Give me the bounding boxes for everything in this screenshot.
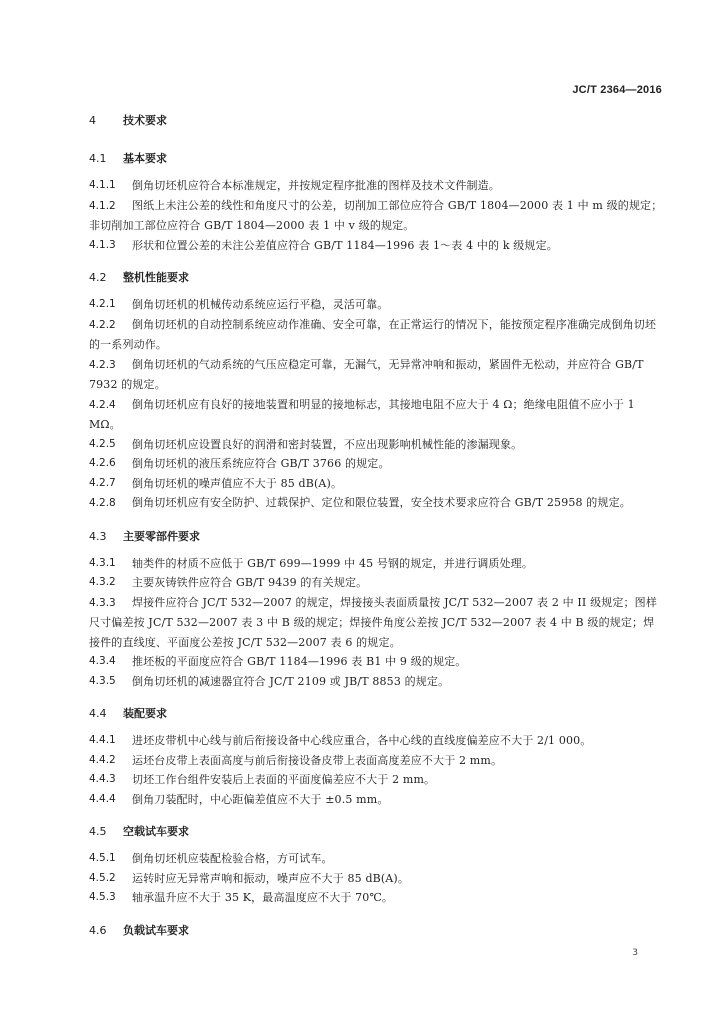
clause-number: 4.4.2 [89, 753, 116, 766]
section-title: 装配要求 [123, 707, 167, 720]
chapter-number: 4 [89, 114, 96, 127]
clause-text: 推坯板的平面度应符合 GB/T 1184—1996 表 B1 中 9 级的规定。 [132, 655, 467, 668]
clause-text: 轴承温升应不大于 35 K，最高温度应不大于 70℃。 [132, 891, 394, 904]
clause-number: 4.2.6 [89, 457, 116, 469]
page-number: 3 [632, 948, 638, 958]
section-number: 4.3 [89, 529, 107, 543]
clause-number: 4.3.1 [89, 556, 116, 569]
section-number: 4.1 [89, 152, 107, 165]
clause-text: 倒角切坯机应设置良好的润滑和密封装置，不应出现影响机械性能的渗漏现象。 [132, 437, 523, 451]
clause [89, 435, 664, 455]
clause-text: 运坯台皮带上表面高度与前后衔接设备皮带上表面高度差应不大于 2 mm。 [132, 753, 503, 767]
section-title: 基本要求 [123, 152, 167, 165]
clause-number: 4.4.4 [89, 792, 116, 805]
clause-text: 倒角切坯机应装配检验合格，方可试车。 [132, 852, 333, 865]
clause-number: 4.5.1 [89, 852, 116, 864]
section-heading [89, 705, 664, 723]
section-number: 4.6 [89, 923, 107, 937]
clause [89, 196, 664, 236]
clause [89, 672, 664, 692]
clause-text: 倒角切坯机的机械传动系统应运行平稳，灵活可靠。 [132, 298, 389, 311]
section-title: 主要零部件要求 [123, 529, 200, 543]
clause-text: 主要灰铸铁件应符合 GB/T 9439 的有关规定。 [132, 576, 368, 589]
chapter-title: 技术要求 [123, 114, 167, 127]
standard-code: JC/T 2364—2016 [572, 84, 662, 96]
section-title: 负载试车要求 [123, 923, 189, 937]
clause-number: 4.3.3 [89, 596, 116, 609]
clause-number: 4.2.5 [89, 437, 116, 450]
section-number: 4.2 [89, 271, 107, 284]
clause-number: 4.2.7 [89, 476, 116, 489]
clause-number: 4.2.3 [89, 358, 116, 371]
clause-number: 4.1.1 [89, 179, 116, 191]
clause [89, 493, 664, 514]
clause-number: 4.2.8 [89, 497, 116, 509]
clause [89, 176, 664, 196]
clause [89, 454, 664, 474]
clause-number: 4.4.1 [89, 734, 116, 746]
clause [89, 790, 664, 810]
clause-number: 4.2.2 [89, 318, 116, 331]
clause [89, 474, 664, 494]
clause-text: 倒角切坯机的液压系统应符合 GB/T 3766 的规定。 [132, 457, 390, 470]
clause [89, 593, 664, 653]
clause-text: 焊接件应符合 JC/T 532—2007 的规定，焊接接头表面质量按 JC/T 532—2007 表 2 中 II 级规定；图样尺寸偏差按 JC/T 532—2007 表 3 中 B 级的规定；焊接件角度公差按 JC/T 532—2007 表 4 中 B 级的规定；焊接件的直线度、平面度公差按 JC/T 532—2007 表 6 的规定。 [89, 595, 657, 649]
clause-number: 4.3.4 [89, 655, 116, 667]
clause-number: 4.2.4 [89, 398, 116, 411]
section-number: 4.4 [89, 707, 107, 720]
section-heading [89, 528, 664, 546]
clause-number: 4.3.2 [89, 576, 116, 588]
clause [89, 395, 664, 435]
clause [89, 295, 664, 315]
sections-container [89, 150, 664, 940]
clause-text: 轴类件的材质不应低于 GB/T 699—1999 中 45 号钢的规定，并进行调质处理。 [132, 556, 533, 570]
section-heading [89, 269, 664, 287]
clause-text: 倒角刀装配时，中心距偏差值应不大于 ±0.5 mm。 [132, 792, 389, 806]
clause [89, 355, 664, 395]
clause-text: 倒角切坯机应符合本标准规定，并按规定程序批准的图样及技术文件制造。 [132, 179, 500, 192]
clause-number: 4.2.1 [89, 298, 116, 310]
clause [89, 888, 664, 908]
clause-text: 图纸上未注公差的线性和角度尺寸的公差，切削加工部位应符合 GB/T 1804—2000 表 1 中 m 级的规定；非切削加工部位应符合 GB/T 1804—2000 表 1 中 v 级的规定。 [89, 198, 663, 232]
clause-number: 4.3.5 [89, 674, 116, 687]
section-title: 整机性能要求 [123, 271, 189, 284]
clause [89, 849, 664, 869]
clause [89, 731, 664, 751]
clause-number: 4.4.3 [89, 773, 116, 785]
clause [89, 869, 664, 889]
section-number: 4.5 [89, 825, 107, 838]
chapter-heading [89, 112, 664, 130]
clause-text: 切坯工作台组件安装后上表面的平面度偏差应不大于 2 mm。 [132, 773, 436, 786]
clause [89, 770, 664, 790]
clause-text: 形状和位置公差的未注公差值应符合 GB/T 1184—1996 表 1～表 4 中的 k 级规定。 [132, 238, 558, 252]
clause [89, 573, 664, 593]
clause-text: 倒角切坯机应有安全防护、过载保护、定位和限位装置，安全技术要求应符合 GB/T 25958 的规定。 [132, 496, 631, 509]
document-body [89, 112, 664, 948]
clause-text: 进坯皮带机中心线与前后衔接设备中心线应重合，各中心线的直线度偏差应不大于 2/1 000。 [132, 734, 592, 747]
clause-number: 4.1.2 [89, 199, 116, 212]
section-title: 空载试车要求 [123, 825, 189, 838]
section-heading [89, 150, 664, 168]
clause-text: 倒角切坯机的减速器宜符合 JC/T 2109 或 JB/T 8853 的规定。 [132, 674, 450, 688]
clause [89, 751, 664, 771]
clause-text: 倒角切坯机的自动控制系统应动作准确、安全可靠，在正常运行的情况下，能按预定程序准确完成倒角切坯的一系列动作。 [89, 317, 657, 351]
clause-text: 倒角切坯机的噪声值应不大于 85 dB(A)。 [132, 476, 343, 490]
clause [89, 236, 664, 256]
clause-text: 倒角切坯机的气动系统的气压应稳定可靠，无漏气，无异常冲响和振动，紧固件无松动，并应符合 GB/T 7932 的规定。 [89, 357, 644, 391]
clause-text: 倒角切坯机应有良好的接地装置和明显的接地标志，其接地电阻不应大于 4 Ω；绝缘电阻值不应小于 1 MΩ。 [89, 397, 635, 431]
section-heading [89, 922, 664, 940]
clause-number: 4.5.2 [89, 871, 116, 884]
clause [89, 652, 664, 672]
clause [89, 315, 664, 355]
clause-number: 4.1.3 [89, 238, 116, 251]
clause-text: 运转时应无异常声响和振动，噪声应不大于 85 dB(A)。 [132, 871, 409, 885]
section-heading [89, 823, 664, 841]
clause [89, 554, 664, 574]
clause-number: 4.5.3 [89, 891, 116, 903]
